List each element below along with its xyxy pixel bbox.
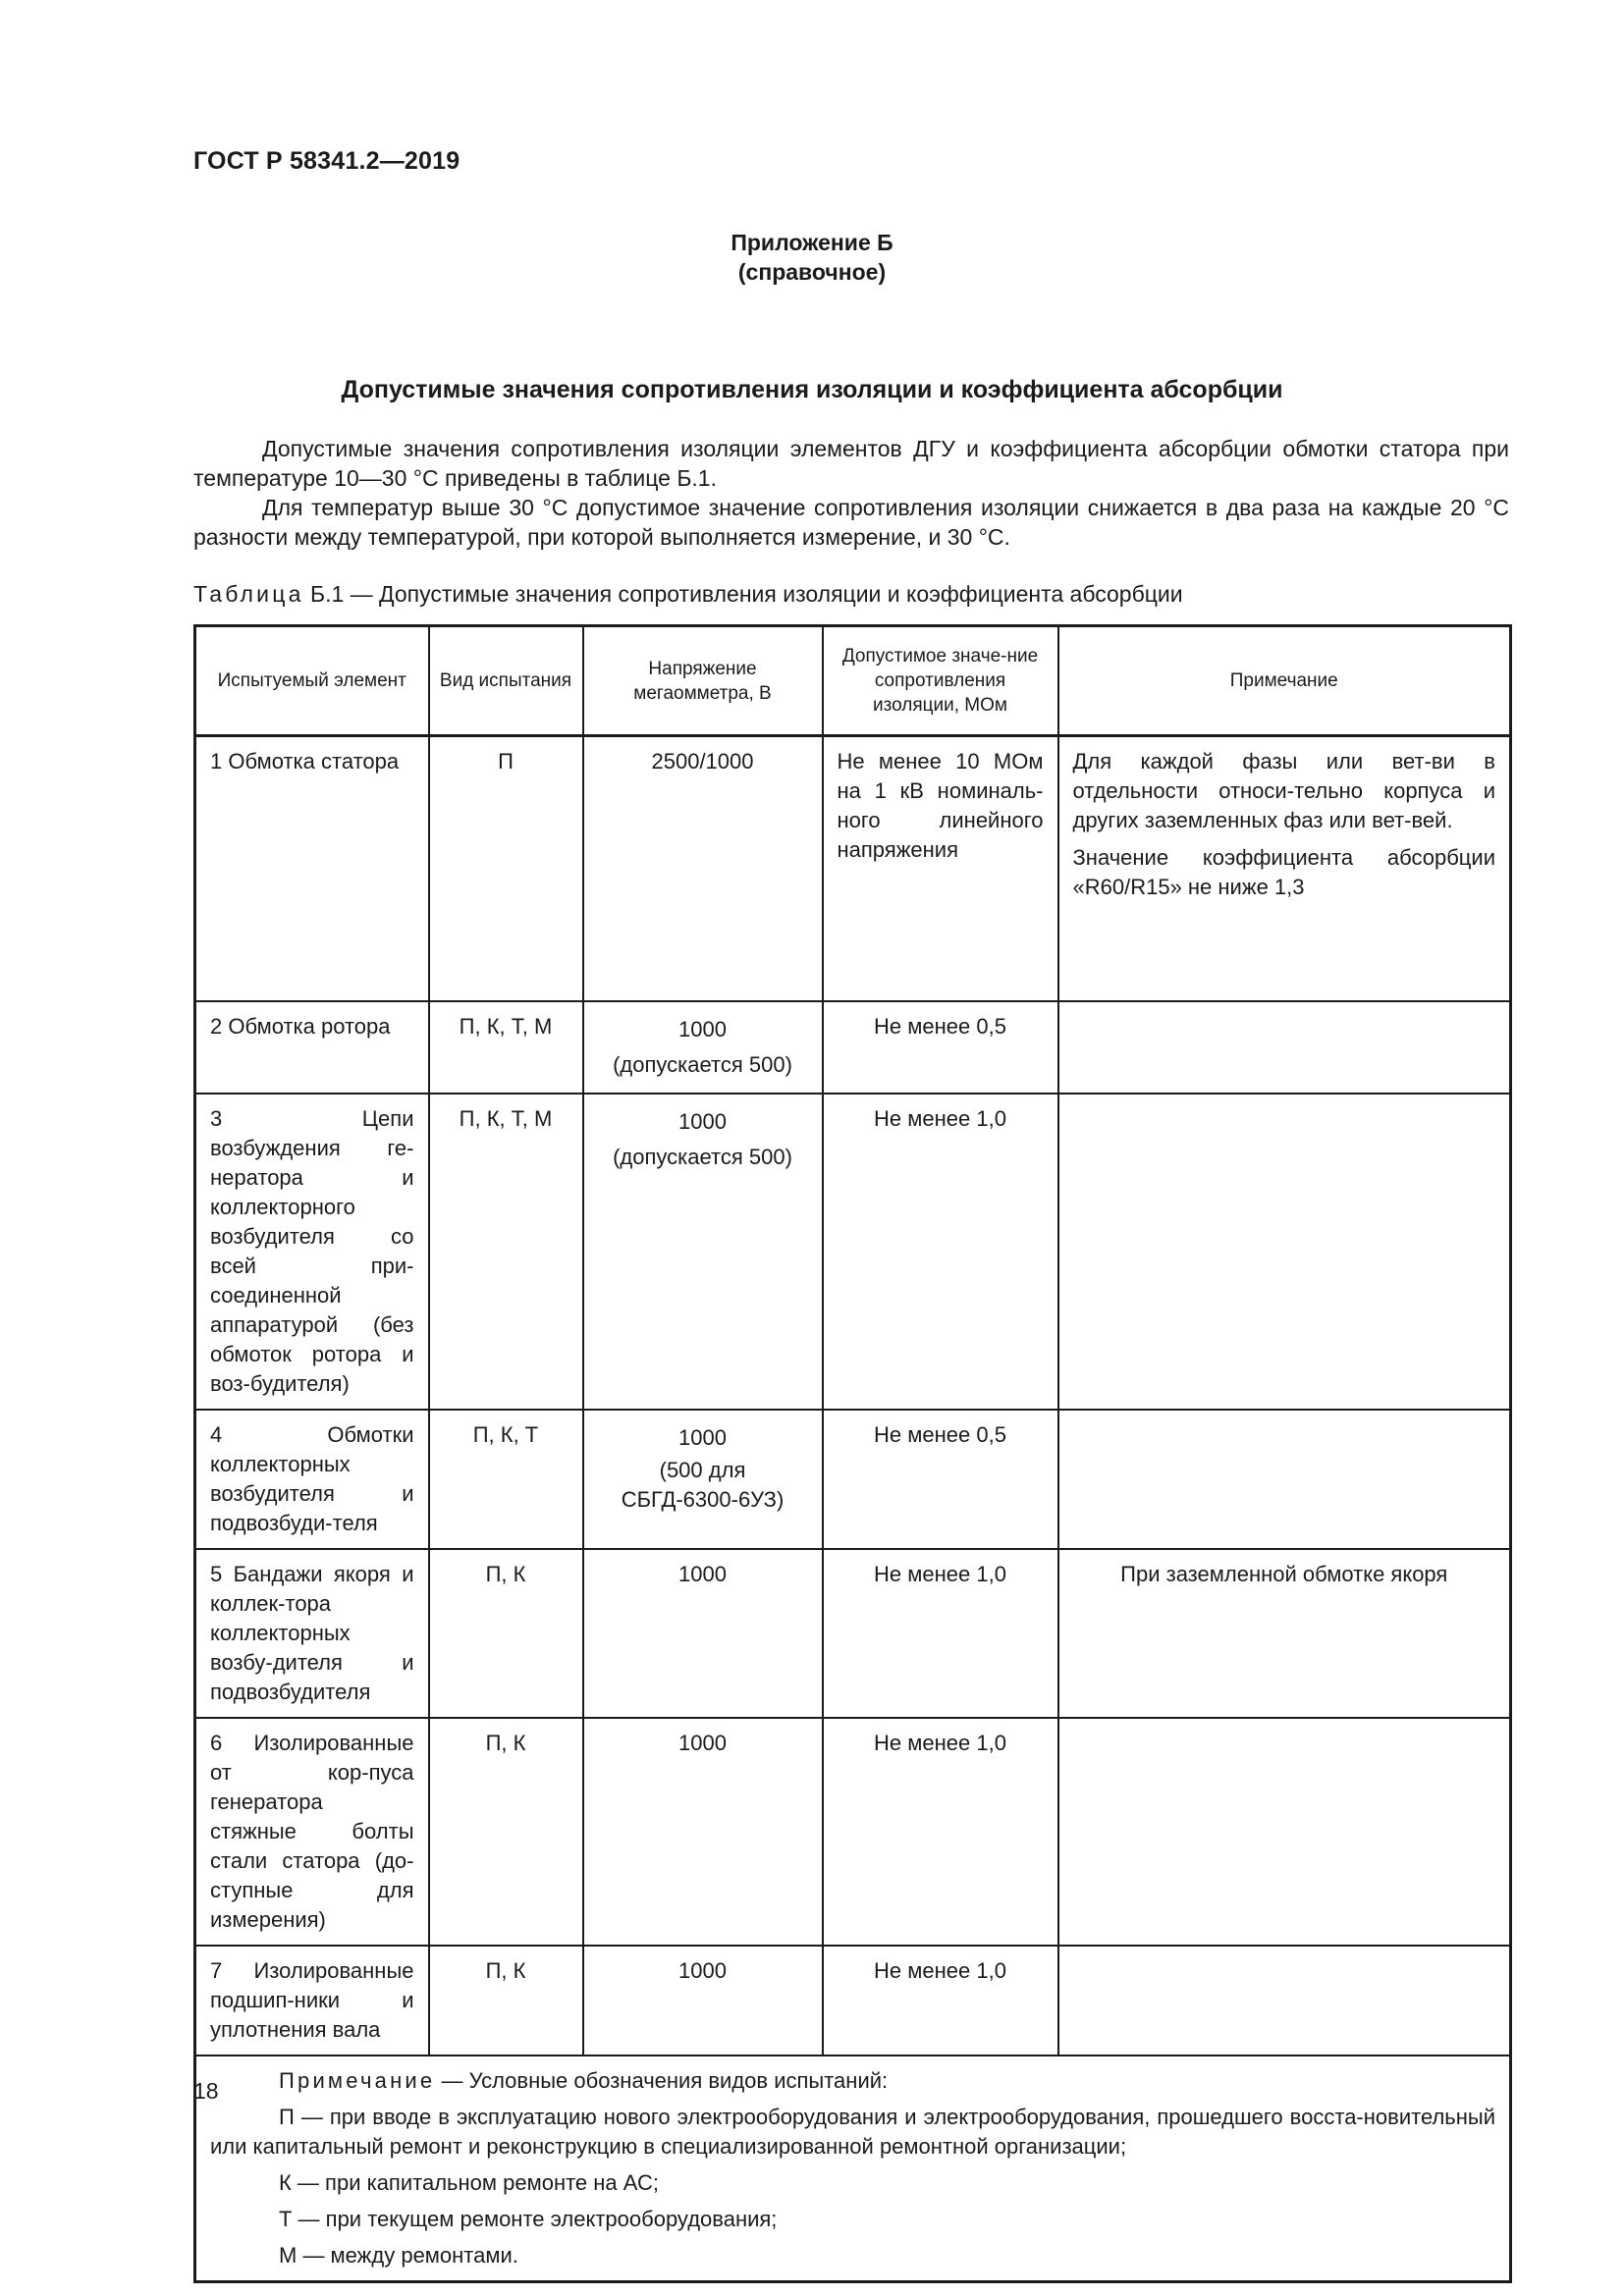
cell-element: 1 Обмотка статора [195, 736, 429, 1001]
cell-note [1058, 1410, 1511, 1549]
appendix-heading [0, 228, 1624, 287]
cell-element: 4 Обмотки коллекторных возбудителя и подвозбуди-теля [195, 1410, 429, 1549]
cell-resistance: Не менее 0,5 [823, 1410, 1058, 1549]
cell-test-type: П, К, Т [429, 1410, 583, 1549]
cell-voltage [583, 1946, 823, 2056]
cell-voltage [583, 1001, 823, 1094]
cell-test-type: П, К [429, 1718, 583, 1946]
cell-test-type: П, К [429, 1946, 583, 2056]
table-row [195, 1946, 1511, 2056]
document-header: ГОСТ Р 58341.2—2019 [193, 147, 460, 175]
voltage-value: 1000 [678, 1730, 727, 1755]
cell-resistance: Не менее 1,0 [823, 1549, 1058, 1718]
cell-test-type: П [429, 736, 583, 1001]
cell-test-type: П, К [429, 1549, 583, 1718]
voltage-note: (допускается 500) [613, 1051, 792, 1077]
header-test-type: Вид испытания [429, 626, 583, 736]
footnote-item: Т — при текущем ремонте электрооборудования; [279, 2206, 778, 2231]
header-element: Испытуемый элемент [195, 626, 429, 736]
table-footnote [195, 2056, 1511, 2282]
cell-note [1058, 1549, 1511, 1718]
cell-element: 7 Изолированные подшип-ники и уплотнения вала [195, 1946, 429, 2056]
header-resistance: Допустимое значе-ние сопротивления изоляции, МОм [823, 626, 1058, 736]
voltage-note: (500 для СБГД-6300-6УЗ) [621, 1457, 785, 1512]
header-voltage: Напряжение мегаомметра, В [583, 626, 823, 736]
note-text: Значение коэффициента абсорбции «R60/R15» не ниже 1,3 [1072, 845, 1495, 899]
cell-element: 2 Обмотка ротора [195, 1001, 429, 1094]
cell-voltage [583, 736, 823, 1001]
cell-note [1058, 1001, 1511, 1094]
cell-voltage [583, 1410, 823, 1549]
intro-text [193, 434, 1509, 552]
intro-paragraph: Для температур выше 30 °C допустимое значение сопротивления изоляции снижается в два раза на каждые 20 °C разности между температурой, при которой выполняется измерение, и 30 °C. [193, 495, 1509, 550]
cell-voltage [583, 1549, 823, 1718]
voltage-value: 1000 [678, 1957, 727, 1983]
cell-element: 6 Изолированные от кор-пуса генератора стяжные болты стали статора (до-ступные для измерения) [195, 1718, 429, 1946]
voltage-value: 1000 [678, 1424, 727, 1450]
appendix-subtitle: (справочное) [737, 259, 887, 285]
cell-note [1058, 1946, 1511, 2056]
cell-resistance: Не менее 1,0 [823, 1718, 1058, 1946]
cell-voltage [583, 1094, 823, 1410]
footnote-item: М — между ремонтами. [279, 2242, 518, 2268]
table-row [195, 1410, 1511, 1549]
voltage-value: 1000 [678, 1108, 727, 1134]
table-caption [193, 581, 1183, 608]
footnote-item: П — при вводе в эксплуатацию нового электрооборудования и электрооборудования, прошедшего восста-новительный или капитальный ремонт и реконструкцию в специализированной ремонтной организации; [210, 2104, 1495, 2159]
cell-note [1058, 736, 1511, 1001]
page-number: 18 [193, 2078, 219, 2104]
voltage-value: 1000 [678, 1016, 727, 1041]
cell-resistance: Не менее 10 МОм на 1 кВ номиналь-ного линейного напряжения [823, 736, 1058, 1001]
voltage-note: (допускается 500) [613, 1144, 792, 1169]
cell-element: 3 Цепи возбуждения ге-нератора и коллекторного возбудителя со всей при-соединенной аппаратурой (без обмоток ротора и воз-будителя) [195, 1094, 429, 1410]
note-text: При заземленной обмотке якоря [1120, 1561, 1448, 1586]
footnote-intro-text: — Условные обозначения видов испытаний: [435, 2067, 889, 2093]
table-header-row [195, 626, 1511, 736]
intro-paragraph: Допустимые значения сопротивления изоляции элементов ДГУ и коэффициента абсорбции обмотки статора при температуре 10—30 °C приведены в таблице Б.1. [193, 436, 1509, 491]
table-row [195, 1001, 1511, 1094]
footnote-label: Примечание [279, 2067, 436, 2093]
voltage-value: 1000 [678, 1561, 727, 1586]
cell-voltage [583, 1718, 823, 1946]
insulation-table [193, 624, 1512, 2283]
cell-resistance: Не менее 1,0 [823, 1094, 1058, 1410]
note-text: Для каждой фазы или вет-ви в отдельности относи-тельно корпуса и других заземленных фаз или вет-вей. [1072, 749, 1495, 832]
appendix-title: Приложение Б [731, 230, 893, 255]
table-footnote-row [195, 2056, 1511, 2282]
section-title: Допустимые значения сопротивления изоляции и коэффициента абсорбции [341, 376, 1283, 403]
cell-resistance: Не менее 0,5 [823, 1001, 1058, 1094]
table-caption-prefix: Таблица [193, 581, 304, 607]
footnote-intro [210, 2066, 1495, 2096]
cell-element: 5 Бандажи якоря и коллек-тора коллекторных возбу-дителя и подвозбудителя [195, 1549, 429, 1718]
table-caption-text: Б.1 — Допустимые значения сопротивления изоляции и коэффициента абсорбции [303, 581, 1183, 607]
cell-test-type: П, К, Т, М [429, 1001, 583, 1094]
voltage-value: 2500/1000 [651, 749, 754, 774]
table-row [195, 1718, 1511, 1946]
table-row [195, 1094, 1511, 1410]
table-row [195, 736, 1511, 1001]
cell-note [1058, 1094, 1511, 1410]
cell-note [1058, 1718, 1511, 1946]
header-note: Примечание [1058, 626, 1511, 736]
cell-resistance: Не менее 1,0 [823, 1946, 1058, 2056]
cell-test-type: П, К, Т, М [429, 1094, 583, 1410]
table-row [195, 1549, 1511, 1718]
footnote-item: К — при капитальном ремонте на АС; [279, 2169, 659, 2195]
